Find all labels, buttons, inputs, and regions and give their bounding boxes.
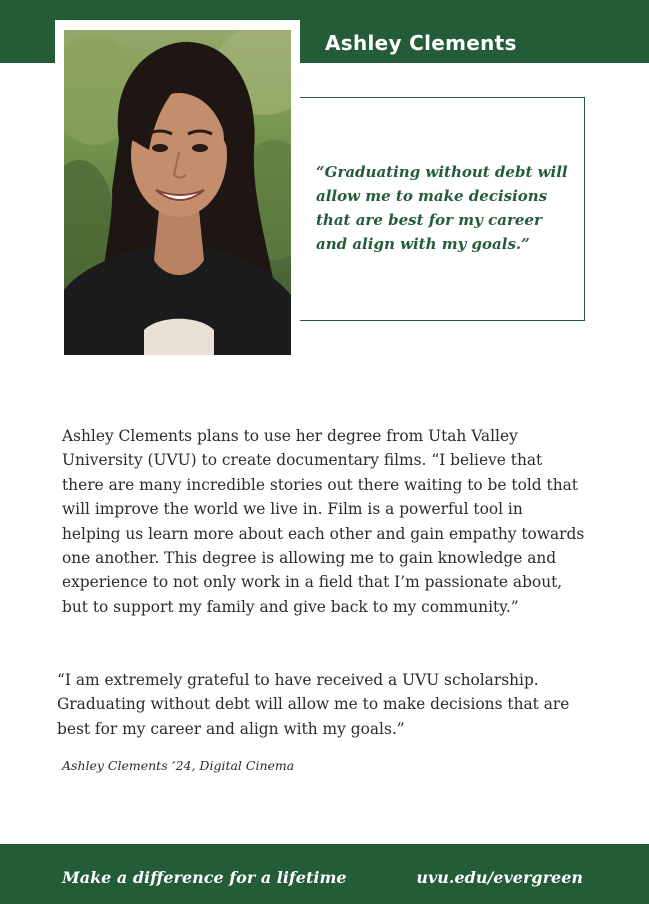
student-portrait-photo [64,30,291,355]
attribution: Ashley Clements ’24, Digital Cinema [62,758,295,773]
student-name-heading: Ashley Clements [325,31,517,55]
scholarship-quote: “I am extremely grateful to have received a UVU scholarship. Graduating without debt will allow me to make decisions that are best for my career and align with my goals.” [57,671,570,738]
footer-tagline: Make a difference for a lifetime [62,868,347,887]
pull-quote-box [300,97,585,321]
footer-band [0,844,649,904]
pull-quote: “Graduating without debt will allow me to make decisions that are best for my career and align with my goals.” [316,163,568,253]
evergreen-url-link[interactable]: uvu.edu/evergreen [416,868,583,887]
photo-frame [55,20,300,363]
profile-paragraph: Ashley Clements plans to use her degree from Utah Valley University (UVU) to create documentary films. “I believe that there are many incredible stories out there waiting to be told that will improve the world we live in. Film is a powerful tool in helping us learn more about each other and gain empathy towards one another. This degree is allowing me to gain knowledge and experience to not only work in a field that I’m passionate about, but to support my family and give back to my community.” [62,427,585,616]
portrait-illustration [64,30,291,355]
